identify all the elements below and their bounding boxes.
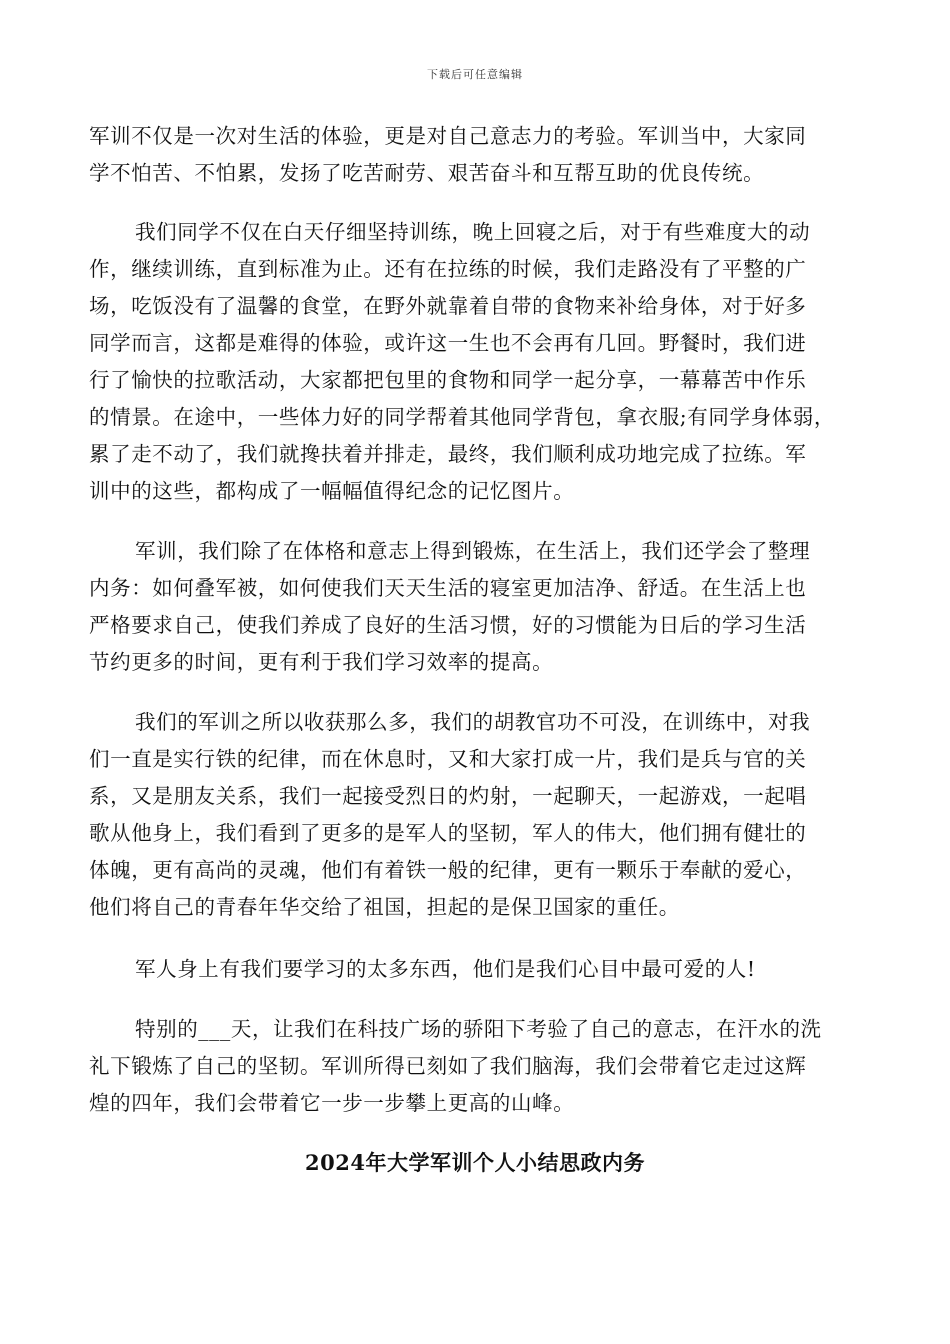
paragraph-2-line-6: 的情景。在途中，一些体力好的同学帮着其他同学背包，拿衣服;有同学身体弱， — [89, 405, 836, 429]
paragraph-4-line-3: 系，又是朋友关系，我们一起接受烈日的灼射，一起聊天，一起游戏，一起唱 — [89, 784, 807, 808]
page-header: 下载后可任意编辑 — [427, 68, 523, 81]
paragraph-4-line-1: 我们的军训之所以收获那么多，我们的胡教官功不可没，在训练中，对我 — [135, 710, 811, 734]
paragraph-6-line-1: 特别的___天，让我们在科技广场的骄阳下考验了自己的意志，在汗水的洗 — [135, 1017, 822, 1041]
paragraph-1-line-2: 学不怕苦、不怕累，发扬了吃苦耐劳、艰苦奋斗和互帮互助的优良传统。 — [89, 161, 765, 185]
paragraph-3-line-1: 军训，我们除了在体格和意志上得到锻炼，在生活上，我们还学会了整理 — [135, 539, 811, 563]
paragraph-6-line-3: 煌的四年，我们会带着它一步一步攀上更高的山峰。 — [89, 1091, 575, 1115]
paragraph-5-line-1: 军人身上有我们要学习的太多东西，他们是我们心目中最可爱的人! — [135, 957, 756, 981]
paragraph-4-line-4: 歌从他身上，我们看到了更多的是军人的坚韧，军人的伟大，他们拥有健壮的 — [89, 821, 807, 845]
paragraph-4-line-6: 他们将自己的青春年华交给了祖国，担起的是保卫国家的重任。 — [89, 895, 680, 919]
paragraph-2-line-8: 训中的这些，都构成了一幅幅值得纪念的记忆图片。 — [89, 479, 575, 503]
paragraph-2-line-4: 同学而言，这都是难得的体验，或许这一生也不会再有几回。野餐时，我们进 — [89, 331, 807, 355]
paragraph-6-line-2: 礼下锻炼了自己的坚韧。军训所得已刻如了我们脑海，我们会带着它走过这辉 — [89, 1054, 807, 1078]
paragraph-2-line-5: 行了愉快的拉歌活动，大家都把包里的食物和同学一起分享，一幕幕苦中作乐 — [89, 368, 807, 392]
paragraph-1-line-1: 军训不仅是一次对生活的体验，更是对自己意志力的考验。军训当中，大家同 — [89, 124, 807, 148]
paragraph-2-line-3: 场，吃饭没有了温馨的食堂，在野外就靠着自带的食物来补给身体，对于好多 — [89, 294, 807, 318]
paragraph-3-line-4: 节约更多的时间，更有利于我们学习效率的提高。 — [89, 650, 554, 674]
paragraph-4-line-5: 体魄，更有高尚的灵魂，他们有着铁一般的纪律，更有一颗乐于奉献的爱心， — [89, 858, 807, 882]
paragraph-4-line-2: 们一直是实行铁的纪律，而在休息时，又和大家打成一片，我们是兵与官的关 — [89, 747, 807, 771]
paragraph-2-line-1: 我们同学不仅在白天仔细坚持训练，晚上回寝之后，对于有些难度大的动 — [135, 220, 811, 244]
paragraph-2-line-7: 累了走不动了，我们就搀扶着并排走，最终，我们顺利成功地完成了拉练。军 — [89, 442, 807, 466]
section-title: 2024年大学军训个人小结思政内务 — [305, 1150, 645, 1175]
paragraph-2-line-2: 作，继续训练，直到标准为止。还有在拉练的时候，我们走路没有了平整的广 — [89, 257, 807, 281]
paragraph-3-line-3: 严格要求自己，使我们养成了良好的生活习惯，好的习惯能为日后的学习生活 — [89, 613, 807, 637]
paragraph-3-line-2: 内务：如何叠军被，如何使我们天天生活的寝室更加洁净、舒适。在生活上也 — [89, 576, 807, 600]
